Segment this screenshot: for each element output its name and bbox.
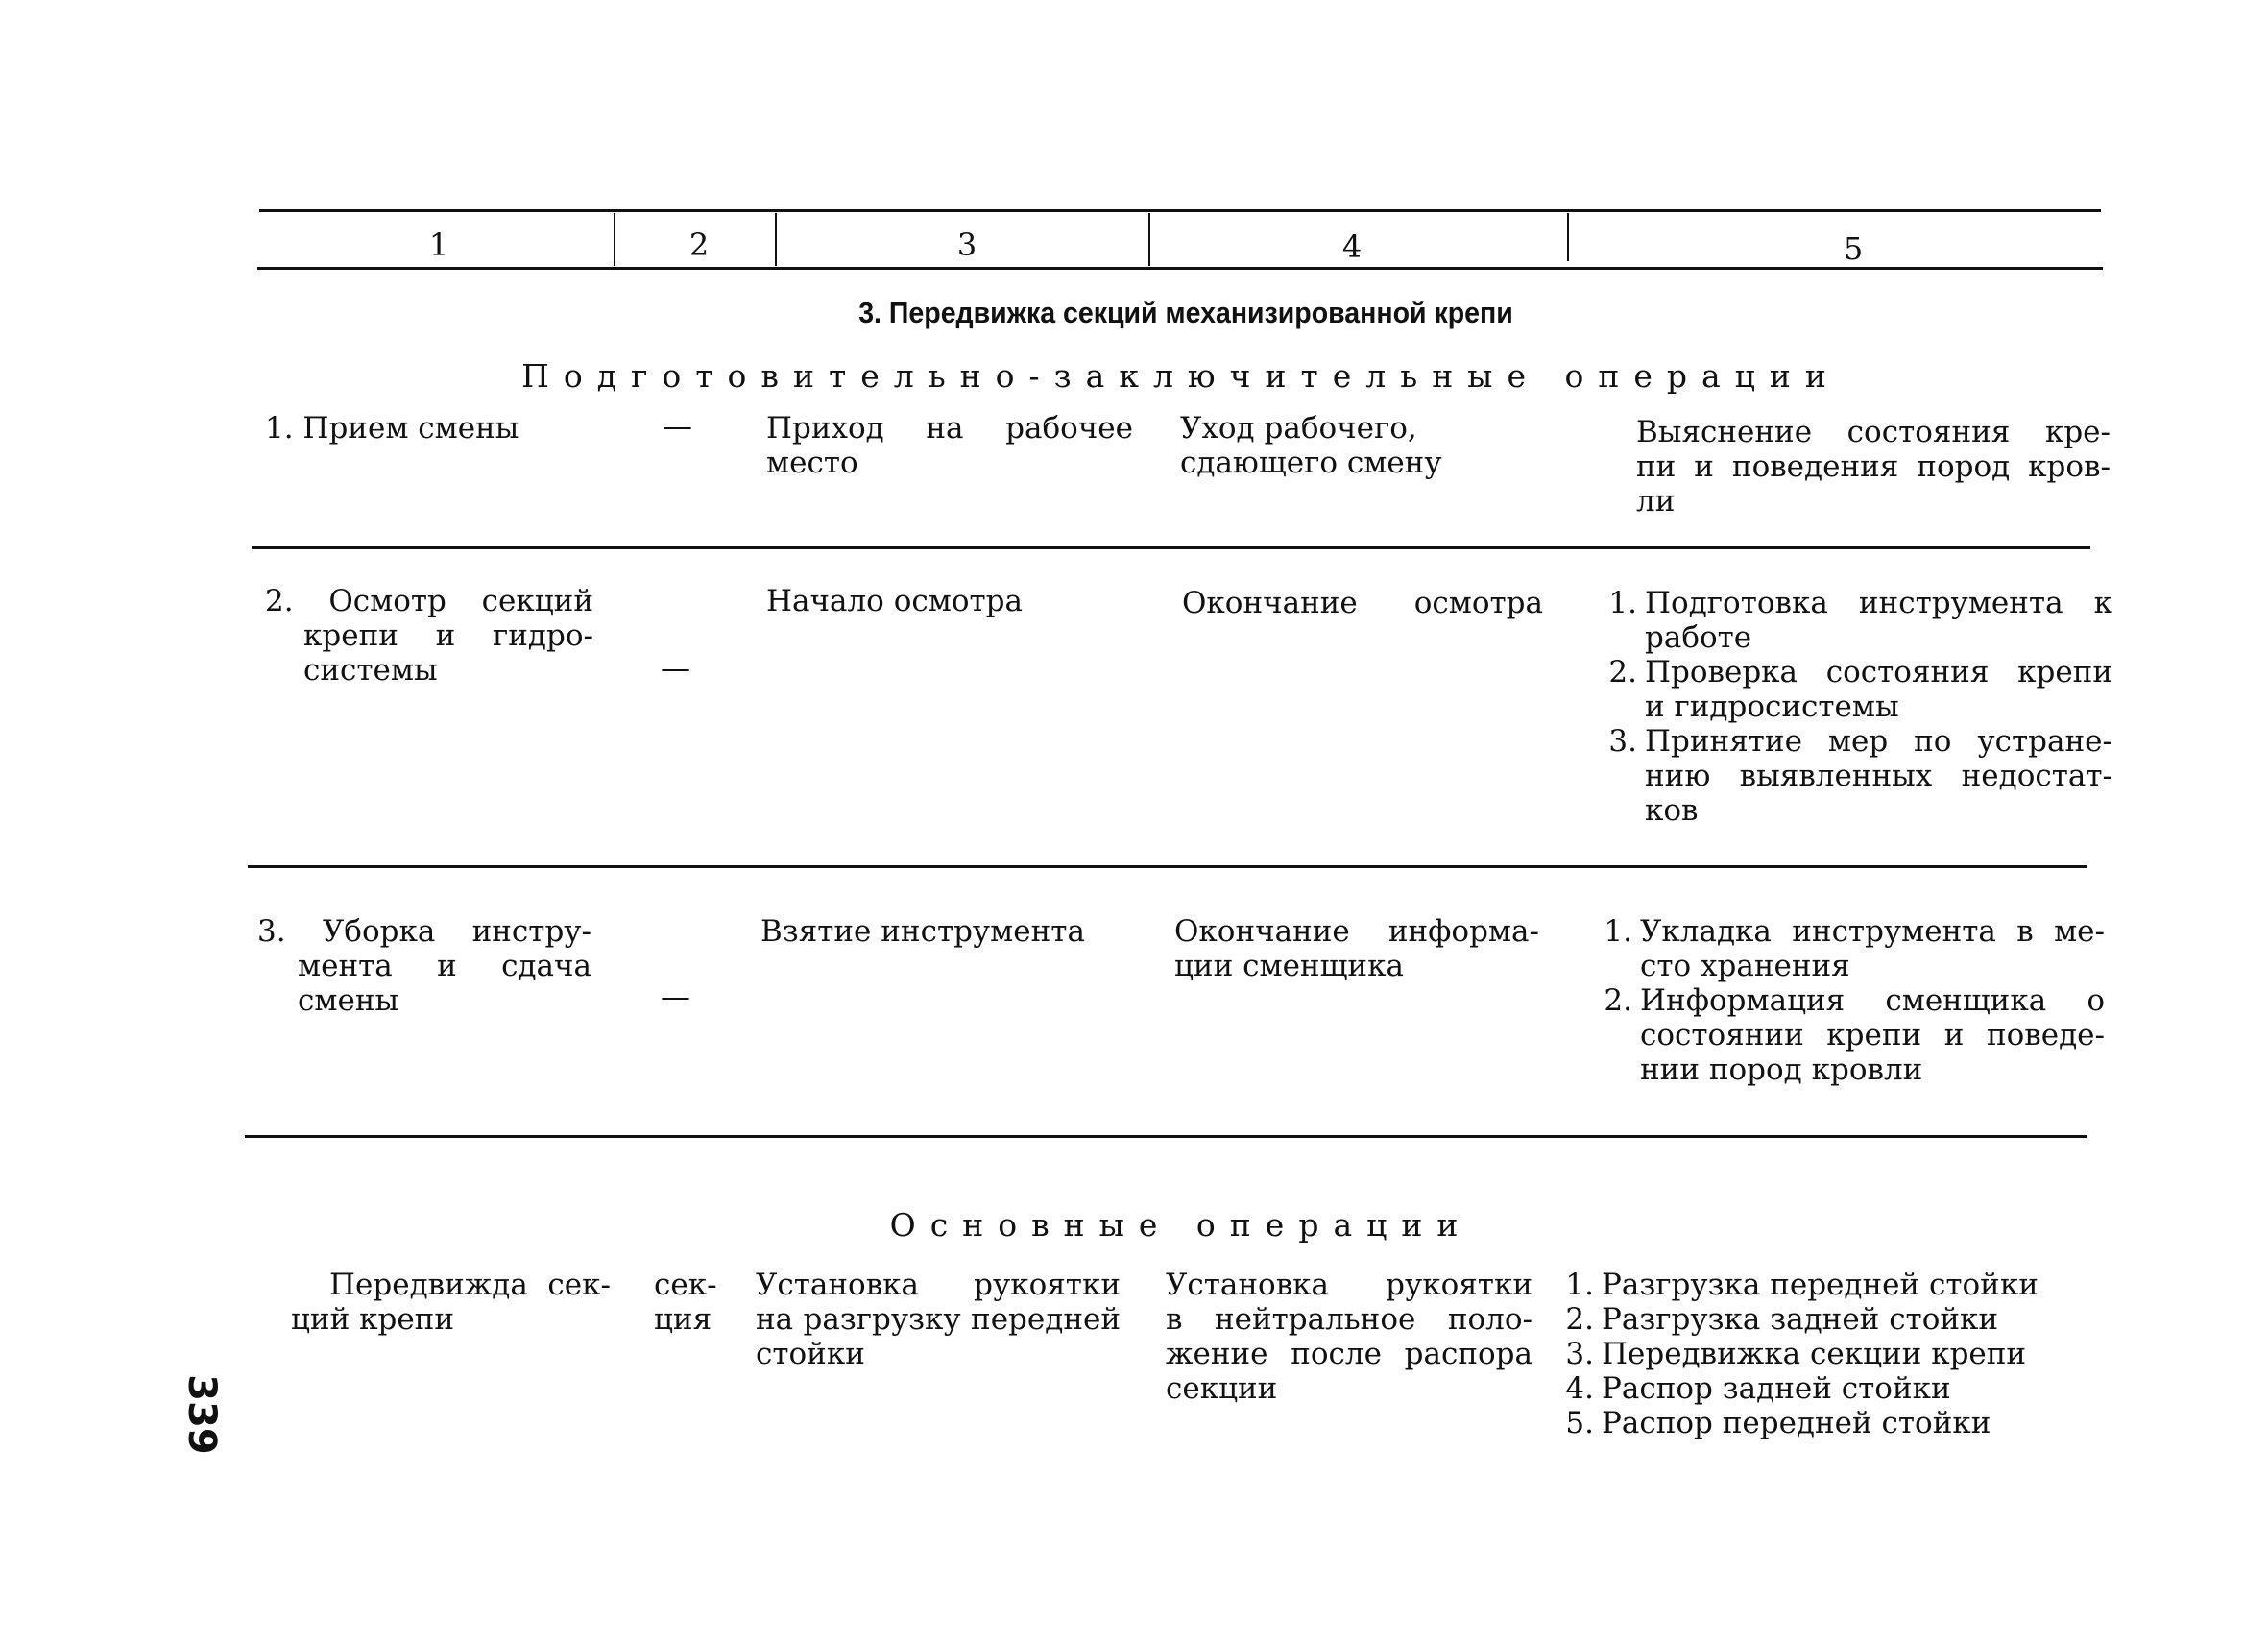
cell-line: ций крепи	[291, 1302, 455, 1337]
list-item	[1599, 655, 2112, 724]
cell-content-list	[1594, 914, 2105, 1087]
cell-line: Установка рукоятки	[756, 1268, 1121, 1302]
list-item	[1556, 1337, 2103, 1371]
column-divider	[1148, 213, 1150, 266]
cell-start	[756, 1268, 1121, 1371]
list-item	[1556, 1268, 2103, 1302]
cell-line: нии пород кровли	[1640, 1052, 1923, 1087]
cell-line: Принятие мер по устране-	[1645, 724, 2112, 759]
cell-line: сто хранения	[1640, 949, 1850, 983]
subsection-heading-prep: Подготовительно-заключительные операции	[521, 357, 1841, 395]
list-item	[1599, 724, 2112, 828]
cell-line: 1. Прием смены	[265, 411, 519, 446]
cell-line: сдающего смену	[1180, 446, 1442, 480]
cell-line: смены	[298, 983, 399, 1018]
cell-line: ли	[1636, 484, 1676, 519]
cell-start	[766, 411, 1133, 480]
cell-line: Разгрузка задней стойки	[1602, 1302, 1999, 1337]
item-number: 1.	[1608, 586, 1637, 620]
cell-line: Проверка состояния крепи	[1645, 655, 2112, 689]
cell-line: ции сменщика	[1174, 949, 1404, 983]
cell-line: стойки	[756, 1337, 865, 1371]
cell-content-list	[1599, 586, 2112, 828]
cell-unit	[654, 1268, 721, 1337]
item-number: 2.	[1565, 1302, 1594, 1337]
cell-operation	[265, 584, 593, 688]
cell-line: Подготовка инструмента к	[1645, 586, 2112, 620]
cell-line: на разгрузку передней	[756, 1302, 1121, 1337]
list-item	[1556, 1302, 2103, 1337]
cell-line: Укладка инструмента в ме-	[1640, 914, 2105, 949]
cell-line: крепи и гидро-	[303, 618, 593, 653]
cell-line: Окончание осмотра	[1182, 586, 1543, 620]
cell-line: Разгрузка передней стойки	[1602, 1268, 2039, 1302]
column-divider	[614, 213, 615, 266]
cell-line: Распор передней стойки	[1602, 1406, 1991, 1440]
cell-line: Информация сменщика о	[1640, 983, 2105, 1018]
cell-line: Приход на рабочее	[766, 411, 1133, 446]
column-header-5: 5	[1843, 230, 1864, 267]
cell-line: ков	[1645, 793, 1699, 828]
cell-line: и гидросистемы	[1645, 689, 1899, 724]
column-header-1: 1	[428, 227, 449, 263]
list-item	[1594, 983, 2105, 1087]
item-number: 5.	[1565, 1406, 1594, 1440]
item-number: 2.	[1608, 655, 1637, 689]
column-header-2: 2	[688, 227, 710, 263]
list-item	[1556, 1406, 2103, 1440]
row-divider	[252, 546, 2090, 549]
cell-line: место	[766, 446, 858, 480]
cell-line: нию выявленных недостат-	[1645, 759, 2112, 793]
cell-line: жение после распора	[1166, 1337, 1532, 1371]
item-number: 4.	[1565, 1371, 1594, 1406]
cell-line: секции	[1166, 1371, 1278, 1406]
cell-line: сек-	[654, 1268, 717, 1302]
cell-end	[1182, 586, 1543, 620]
list-item	[1599, 586, 2112, 655]
cell-line: 3. Уборка инстру-	[257, 914, 591, 949]
cell-line: в нейтральное поло-	[1166, 1302, 1532, 1337]
cell-line: Выяснение состояния кре-	[1636, 415, 2111, 449]
section-title: 3. Передвижка секций механизированной крепи	[858, 296, 1513, 329]
cell-line: Передвижка секции крепи	[1602, 1337, 2027, 1371]
cell-line: пи и поведения пород кров-	[1636, 449, 2111, 484]
cell-content	[1636, 415, 2111, 519]
list-item	[1556, 1371, 2103, 1406]
cell-line: 2. Осмотр секций	[265, 584, 593, 618]
cell-operation	[291, 1268, 611, 1337]
item-number: 3.	[1608, 724, 1637, 759]
cell-operation	[257, 914, 591, 1018]
row-divider	[245, 1135, 2087, 1138]
cell-dash: —	[663, 409, 692, 444]
cell-line: мента и сдача	[298, 949, 591, 983]
cell-line: работе	[1645, 620, 1752, 655]
cell-line: Установка рукоятки	[1166, 1268, 1532, 1302]
cell-line: Уход рабочего,	[1180, 411, 1417, 446]
row-divider	[248, 865, 2087, 868]
cell-line: состоянии крепи и поведе-	[1640, 1018, 2105, 1052]
cell-start	[766, 584, 1023, 618]
list-item	[1594, 914, 2105, 983]
column-divider	[1567, 213, 1569, 261]
cell-end	[1174, 914, 1539, 983]
cell-dash: —	[661, 980, 690, 1014]
cell-operation	[265, 411, 553, 446]
cell-start	[760, 914, 1085, 949]
cell-end	[1180, 411, 1545, 480]
table-header-rule	[257, 267, 2103, 270]
cell-line: Передвижда сек-	[329, 1268, 611, 1302]
cell-dash: —	[661, 651, 690, 686]
column-header-3: 3	[956, 227, 977, 263]
cell-line: Окончание информа-	[1174, 914, 1539, 949]
item-number: 2.	[1604, 983, 1632, 1018]
cell-line: Взятие инструмента	[760, 914, 1085, 949]
cell-end	[1166, 1268, 1532, 1406]
subsection-heading-main: Основные операции	[889, 1206, 1473, 1244]
column-divider	[775, 213, 777, 266]
item-number: 1.	[1565, 1268, 1594, 1302]
cell-content-list	[1556, 1268, 2103, 1440]
page-number: 339	[179, 1374, 224, 1455]
cell-line: системы	[303, 653, 438, 688]
item-number: 3.	[1565, 1337, 1594, 1371]
column-header-4: 4	[1341, 229, 1363, 265]
cell-line: ция	[654, 1302, 712, 1337]
cell-line: Распор задней стойки	[1602, 1371, 1951, 1406]
table-top-rule	[259, 209, 2101, 212]
item-number: 1.	[1604, 914, 1632, 949]
cell-line: Начало осмотра	[766, 584, 1023, 618]
